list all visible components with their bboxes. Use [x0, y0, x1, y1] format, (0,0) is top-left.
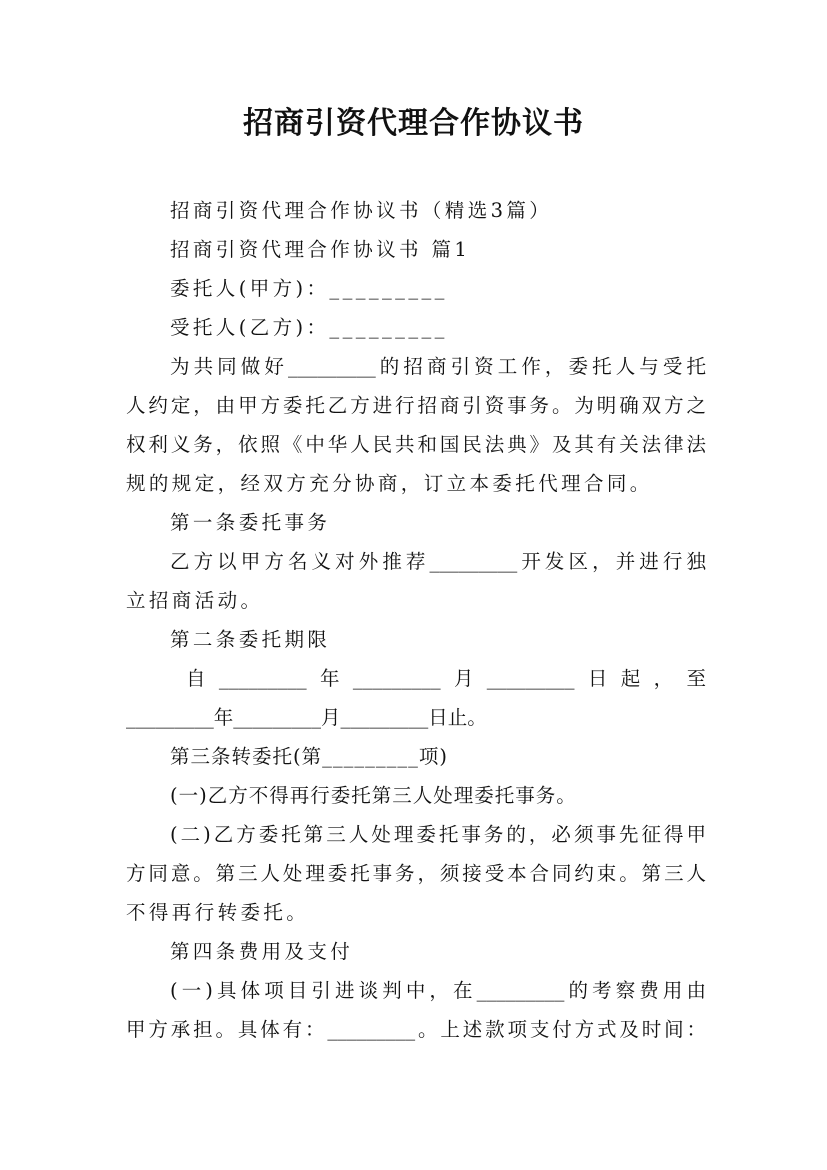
section-heading: 第二条委托期限	[170, 628, 331, 651]
section-heading: 第三条转委托(第_________项)	[170, 745, 448, 768]
paragraph-line: 人约定，由甲方委托乙方进行招商引资事务。为明确双方之	[126, 394, 706, 417]
paragraph-line: 规的规定，经双方充分协商，订立本委托代理合同。	[126, 472, 653, 495]
paragraph-line: 自_________年_________月_________日起，至	[186, 667, 706, 690]
document-title: 招商引资代理合作协议书	[243, 106, 584, 141]
paragraph-line: 招商引资代理合作协议书（精选3篇）	[170, 199, 553, 222]
paragraph-line: _________年_________月_________日止。	[126, 706, 487, 729]
paragraph-line: 委托人(甲方)：_________	[170, 277, 448, 300]
paragraph-line: 甲方承担。具体有：_________。上述款项支付方式及时间：	[126, 1018, 706, 1041]
paragraph-line: 方同意。第三人处理委托事务，须接受本合同约束。第三人	[126, 862, 706, 885]
paragraph-line: (一)乙方不得再行委托第三人处理委托事务。	[170, 784, 577, 807]
paragraph-line: 受托人(乙方)：_________	[170, 316, 448, 339]
paragraph-line: 为共同做好_________的招商引资工作，委托人与受托	[170, 355, 706, 378]
section-heading: 第一条委托事务	[170, 511, 331, 534]
paragraph-line: 不得再行转委托。	[126, 901, 310, 924]
paragraph-line: (二)乙方委托第三人处理委托事务的，必须事先征得甲	[170, 823, 706, 846]
paragraph-line: 乙方以甲方名义对外推荐_________开发区，并进行独	[170, 550, 706, 573]
section-heading: 第四条费用及支付	[170, 940, 354, 963]
paragraph-line: 权利义务，依照《中华人民共和国民法典》及其有关法律法	[126, 433, 706, 456]
paragraph-line: (一)具体项目引进谈判中，在_________的考察费用由	[170, 979, 706, 1002]
paragraph-line: 立招商活动。	[126, 589, 264, 612]
paragraph-line: 招商引资代理合作协议书 篇1	[170, 238, 471, 261]
